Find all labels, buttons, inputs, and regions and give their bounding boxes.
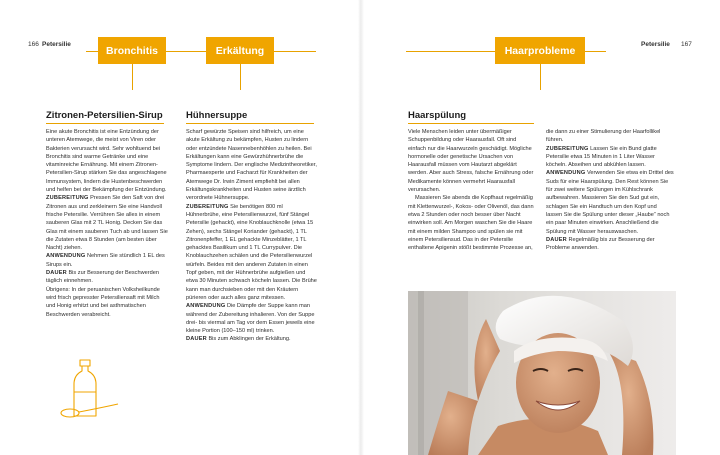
paragraph: Übrigens: In der peruanischen Volksheilkunde wird frisch gepresster Petersiliensaft mit Milch und Honig erhitzt und bei asthmatischen Beschwerden verabreicht.	[46, 286, 160, 318]
page-number-left: 166	[28, 41, 39, 48]
paragraph: ZUBEREITUNG Pressen Sie den Saft von drei Zitronen aus und zerkleinern Sie eine Handvoll frische Petersilie. Verrühren Sie alles in einem sauberen Glas mit 2 TL Honig. Decken Sie das Glas mit einem sauberen Tuch ab und lassen Sie die Zutaten etwa 8 Stunden (am besten über Nacht) ziehen.	[46, 195, 168, 252]
label-dauer: DAUER	[46, 270, 67, 277]
section-rule	[46, 123, 164, 124]
tab-stem-bronchitis	[132, 64, 133, 90]
label-zubereitung: ZUBEREITUNG	[186, 203, 229, 210]
column-bronchitis	[46, 128, 168, 319]
section-title-haarspuelung: Haarspülung	[408, 110, 467, 121]
column-haarspuelung-1	[408, 128, 534, 252]
paragraph: DAUER Regelmäßig bis zur Besserung der Probleme anwenden.	[546, 236, 655, 252]
paragraph: ANWENDUNG Die Dämpfe der Suppe kann man während der Zubereitung inhalieren. Von der Suppe drei- bis viermal am Tag vor dem Essen jeweils eine kleine Portion (100–150 ml) trinken.	[186, 303, 315, 335]
paragraph: Eine akute Bronchitis ist eine Entzündung der unteren Atemwege, die meist von Viren oder Bakterien verursacht wird. Sehr wohltuend bei Bronchitis sind warme Getränke und eine vitaminreiche Ernährung. Mit einem Zitronen-Petersilien-Sirup stärken Sie das angeschlagene Immunsystem, lindern die Hustenbeschwerden und helfen bei der Bekämpfung der Entzündung.	[46, 129, 167, 194]
label-zubereitung: ZUBEREITUNG	[46, 195, 89, 202]
paragraph: DAUER Bis zur Besserung der Beschwerden täglich einnehmen.	[46, 270, 159, 285]
running-head-right: Petersilie	[641, 41, 670, 48]
section-title-huehnersuppe: Hühnersuppe	[186, 110, 248, 121]
section-rule	[408, 123, 534, 124]
bottle-and-spoon-icon	[60, 358, 120, 428]
label-anwendung: ANWENDUNG	[186, 303, 226, 310]
paragraph: Viele Menschen leiden unter übermäßiger Schuppenbildung oder Haarausfall. Oft sind einfach nur die Haarwurzeln geschädigt. Mögliche hormonelle oder genetische Ursachen von Haarausfall müssen vom Hautarzt abgeklärt werden. Aber auch Stress, falsche Ernährung oder Medikamente können vermehrt Haarausfall verursachen.	[408, 129, 534, 194]
paragraph: Massieren Sie abends die Kopfhaut regelmäßig mit Klettenwurzel-, Kokos- oder Olivenöl, das dann etwa 2 Stunden oder noch besser über Nacht einwirken soll. Am Morgen waschen Sie die Haare mit einem milden Shampoo und spülen sie mit einem Petersiliensud. Das in der Petersilie enthaltene Apigenin stößt bestimmte Prozesse an,	[408, 195, 534, 252]
section-title-sirup: Zitronen-Petersilien-Sirup	[46, 110, 163, 121]
woman-towel-illustration	[408, 291, 676, 455]
tab-haarprobleme: Haarprobleme	[495, 37, 585, 64]
tab-stem-haarprobleme	[540, 64, 541, 90]
tab-erkaeltung: Erkältung	[206, 37, 274, 64]
section-rule	[186, 123, 314, 124]
label-anwendung: ANWENDUNG	[46, 253, 86, 260]
label-dauer: DAUER	[546, 236, 567, 243]
paragraph: ZUBEREITUNG Lassen Sie ein Bund glatte Petersilie etwa 15 Minuten in 1 Liter Wasser köcheln. Abseihen und abkühlen lassen.	[546, 145, 657, 169]
running-head-left: Petersilie	[42, 41, 71, 48]
label-anwendung: ANWENDUNG	[546, 170, 586, 177]
tab-bronchitis: Bronchitis	[98, 37, 166, 64]
page-number-right: 167	[681, 41, 692, 48]
book-gutter	[358, 0, 364, 455]
photo-woman-with-towel	[408, 291, 676, 455]
paragraph: die dann zu einer Stimulierung der Haarfollikel führen.	[546, 129, 661, 144]
paragraph: ANWENDUNG Nehmen Sie stündlich 1 EL des Sirups ein.	[46, 253, 165, 268]
paragraph: ZUBEREITUNG Sie benötigen 800 ml Hühnerbrühe, eine Petersilienwurzel, fünf Stängel Petersilie (gehackt), eine Knoblauchknolle (etwa 15 Zehen), sechs Stängel Koriander (gehackt), 1 TL Zitronenpfeffer, 1 EL gehackte Minzeblätter, 1 TL gehacktes Basilikum und 1 TL Currypulver. Die Knoblauchzehen schälen und die Petersilienwurzel würfeln. Beides mit den anderen Zutaten in einen Topf geben, mit der Hühnerbrühe aufgießen und etwa 30 Minuten schwach köcheln lassen. Die Brühe kann man durchsieben oder mit den Kräutern pürieren oder auch alles ganz mitessen.	[186, 203, 317, 301]
paragraph: ANWENDUNG Verwenden Sie etwa ein Drittel des Suds für eine Haarspülung. Den Rest können Sie für zwei weitere Spülungen im Kühlschrank aufbewahren. Massieren Sie den Sud gut ein, schlagen Sie ein Handtuch um den Kopf und lassen Sie die Spülung unter dieser „Haube“ noch ein paar Minuten einwirken. Anschließend die Spülung mit Wasser herauswaschen.	[546, 170, 674, 235]
label-zubereitung: ZUBEREITUNG	[546, 145, 589, 152]
paragraph: Scharf gewürzte Speisen sind hilfreich, um eine akute Erkältung zu bekämpfen, Husten zu lindern oder entzündete Nasennebenhöhlen zu heilen. Bei Erkältungen kann eine Gewürzhühnerbrühe die Symptome lindern. Der englische Medizintheoretiker, Pharmaexperte und Facharzt für Krankheiten der Atemwege Dr. Irwin Ziment empfiehlt bei allen Erkältungskrankheiten und Husten seine ärztlich verordnete Hühnersuppe.	[186, 129, 317, 202]
column-huehnersuppe	[186, 128, 318, 344]
column-haarspuelung-2	[546, 128, 674, 252]
tab-stem-erkaeltung	[240, 64, 241, 90]
paragraph: DAUER Bis zum Abklingen der Erkältung.	[186, 336, 291, 343]
label-dauer: DAUER	[186, 336, 207, 343]
